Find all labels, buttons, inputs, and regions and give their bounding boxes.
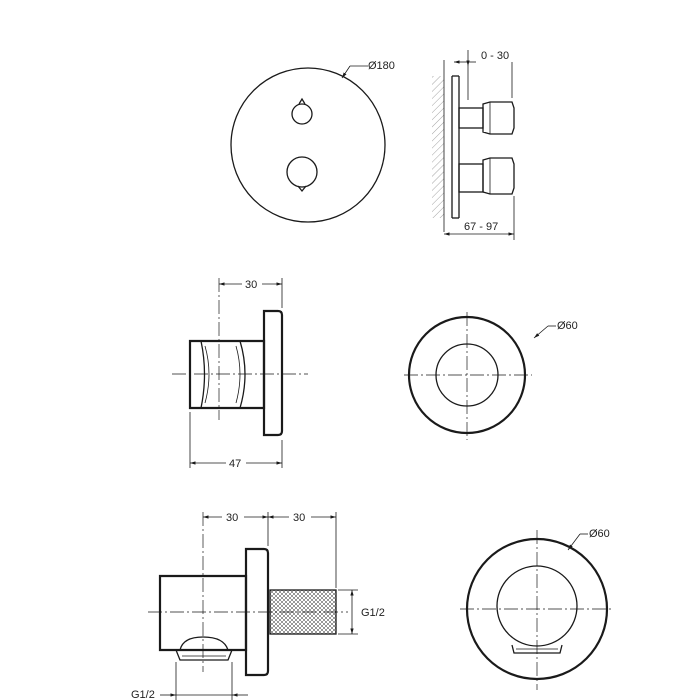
side-view-with-wall: [432, 50, 514, 240]
width-30-left-label: 30: [226, 512, 239, 524]
upper-knob: [292, 104, 312, 124]
width-30-label: 30: [245, 279, 258, 291]
threaded-nipple: [270, 590, 336, 634]
hose-outlet-arc: [180, 637, 228, 650]
range-67-97-label: 67 - 97: [464, 221, 499, 233]
lower-handle-side: [483, 158, 514, 194]
lower-knob: [287, 157, 317, 187]
outlet-rosette: [264, 311, 282, 435]
wall-connection-front-view: [460, 528, 614, 690]
upper-handle-side: [483, 102, 514, 134]
hose-outlet-rim: [176, 650, 232, 660]
lower-spindle: [459, 164, 483, 192]
outlet-front-view: [404, 312, 578, 440]
d180-leader: [342, 66, 350, 78]
upper-knob-pointer: [299, 99, 305, 104]
d60-label-bottom: Ø60: [589, 528, 610, 540]
outlet-body: [190, 341, 264, 408]
outlet-side-view: [172, 276, 308, 471]
outlet-profile-right: [240, 341, 245, 408]
wall-connection-side-view: [131, 509, 388, 700]
range-0-30-label: 0 - 30: [481, 50, 510, 62]
thread-g12-right-label: G1/2: [361, 607, 385, 619]
upper-spindle: [459, 108, 483, 128]
d180-label: Ø180: [368, 60, 395, 72]
d60-label-top: Ø60: [557, 320, 578, 332]
outlet-profile-left: [201, 341, 205, 408]
trim-plate-front-view: [231, 60, 395, 222]
wall-hatch: [432, 76, 444, 218]
width-47-label: 47: [229, 458, 242, 470]
trim-plate-outline: [231, 68, 385, 222]
thread-g12-bottom-label: G1/2: [131, 689, 155, 700]
width-30-right-label: 30: [293, 512, 306, 524]
